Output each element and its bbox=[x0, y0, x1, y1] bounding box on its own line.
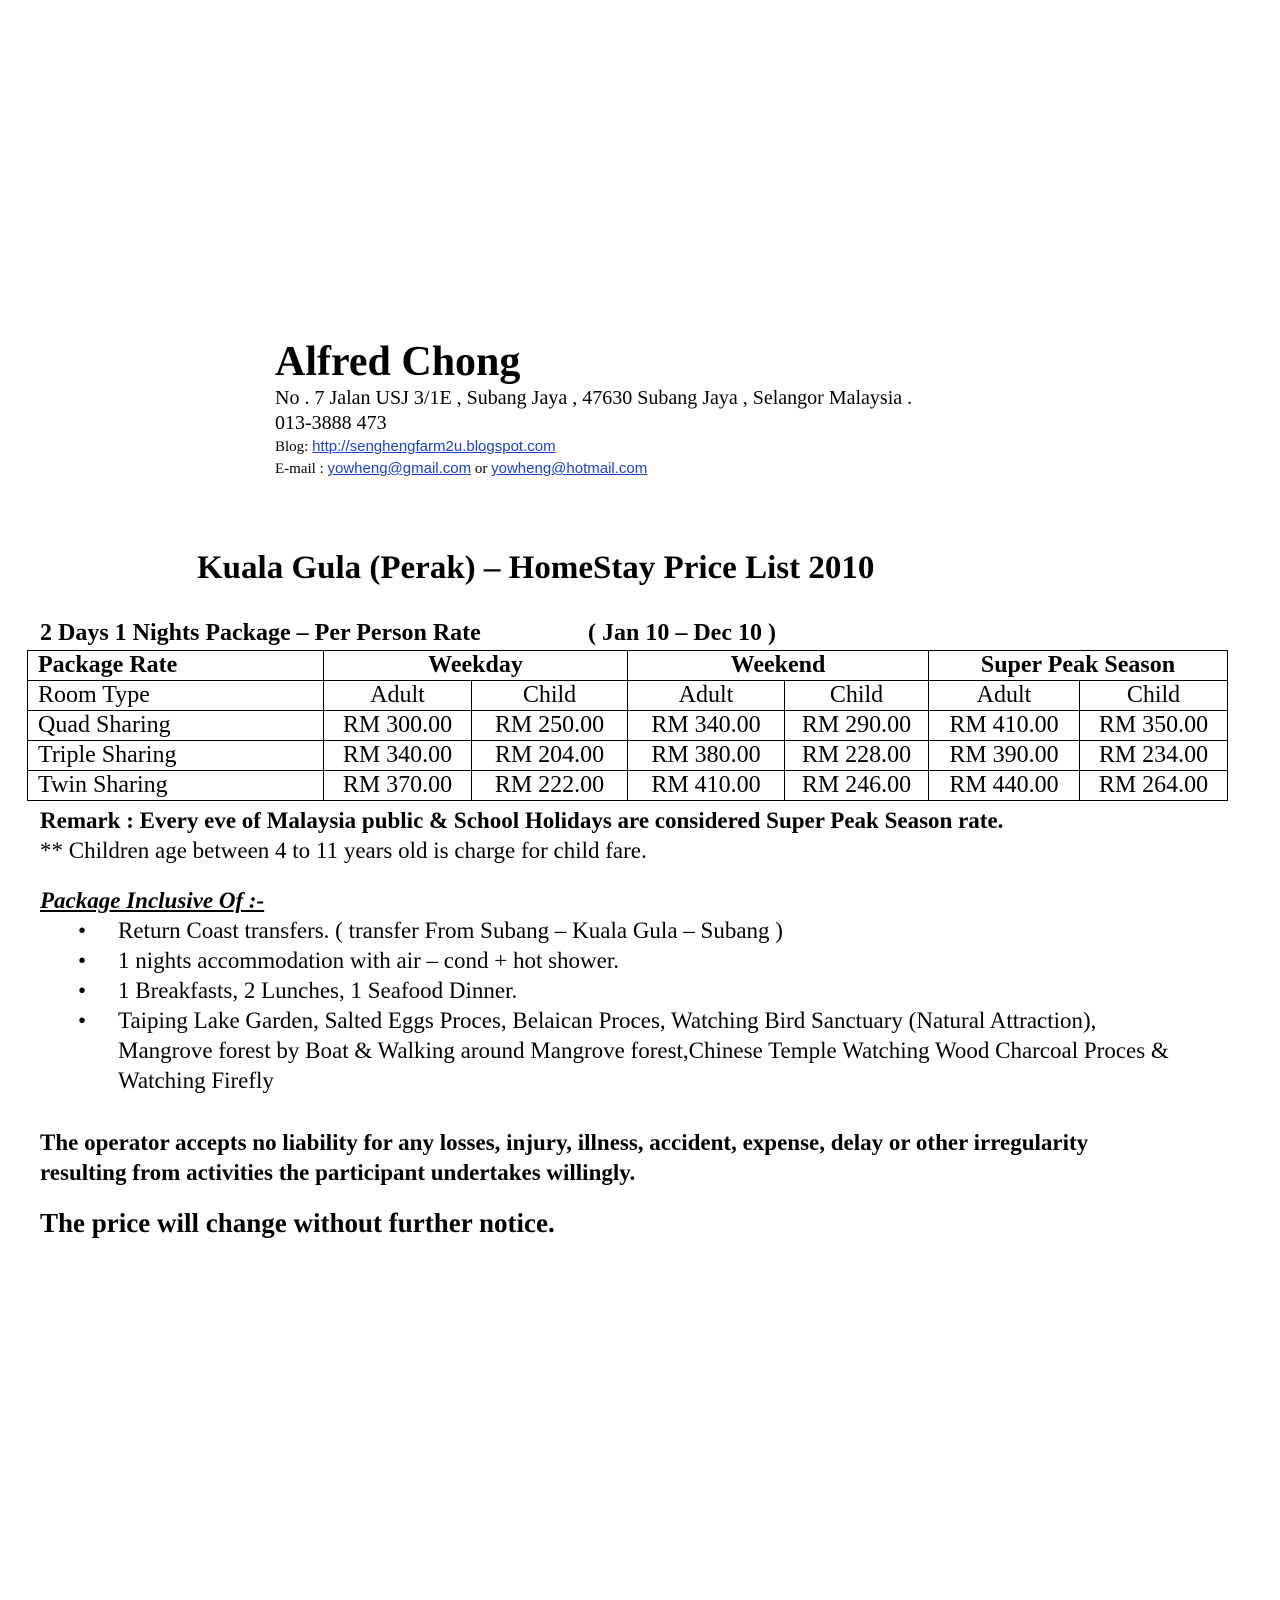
list-item bbox=[78, 1006, 1188, 1096]
table-header-row bbox=[28, 651, 1228, 681]
list-item bbox=[78, 946, 1188, 976]
price-notice: The price will change without further notice. bbox=[40, 1208, 555, 1238]
price-table bbox=[27, 650, 1228, 801]
header-cell: Adult bbox=[324, 681, 472, 711]
email-link-gmail[interactable]: yowheng@gmail.com bbox=[327, 460, 472, 477]
price-cell: RM 380.00 bbox=[628, 741, 785, 771]
room-type: Twin Sharing bbox=[28, 771, 324, 801]
table-row bbox=[28, 771, 1228, 801]
list-item bbox=[78, 916, 1188, 946]
header-super-peak: Super Peak Season bbox=[929, 651, 1228, 681]
table-subheader-row bbox=[28, 681, 1228, 711]
email-line bbox=[275, 460, 647, 478]
email-or: or bbox=[471, 461, 492, 477]
header-cell: Child bbox=[472, 681, 628, 711]
price-cell: RM 234.00 bbox=[1080, 741, 1228, 771]
email-label: E-mail : bbox=[275, 461, 328, 477]
header-package-rate: Package Rate bbox=[28, 651, 324, 681]
child-note: ** Children age between 4 to 11 years old is charge for child fare. bbox=[40, 838, 647, 863]
price-cell: RM 246.00 bbox=[785, 771, 929, 801]
contact-address: No . 7 Jalan USJ 3/1E , Subang Jaya , 47630 Subang Jaya , Selangor Malaysia . bbox=[275, 387, 913, 409]
header-cell: Child bbox=[1080, 681, 1228, 711]
blog-label: Blog: bbox=[275, 439, 313, 455]
blog-line bbox=[275, 438, 556, 456]
table-row bbox=[28, 741, 1228, 771]
liability-disclaimer: The operator accepts no liability for any losses, injury, illness, accident, expense, delay or other irregularity resulting from activities the participant undertakes willingly. bbox=[40, 1130, 1089, 1185]
package-label: 2 Days 1 Nights Package – Per Person Rate bbox=[40, 620, 481, 646]
price-cell: RM 440.00 bbox=[929, 771, 1080, 801]
bullet-icon: • bbox=[78, 918, 87, 943]
price-cell: RM 228.00 bbox=[785, 741, 929, 771]
price-cell: RM 390.00 bbox=[929, 741, 1080, 771]
header-weekday: Weekday bbox=[324, 651, 628, 681]
bullet-icon: • bbox=[78, 978, 87, 1003]
header-cell: Adult bbox=[628, 681, 785, 711]
price-cell: RM 250.00 bbox=[472, 711, 628, 741]
list-item-text: Return Coast transfers. ( transfer From Subang – Kuala Gula – Subang ) bbox=[118, 918, 783, 943]
list-item-text: 1 nights accommodation with air – cond + hot shower. bbox=[118, 948, 620, 973]
page-title: Kuala Gula (Perak) – HomeStay Price List 2010 bbox=[197, 550, 875, 586]
blog-link[interactable]: http://senghengfarm2u.blogspot.com bbox=[312, 438, 556, 455]
inclusive-list bbox=[78, 916, 1188, 1096]
bullet-icon: • bbox=[78, 1008, 87, 1033]
bullet-icon: • bbox=[78, 948, 87, 973]
price-cell: RM 290.00 bbox=[785, 711, 929, 741]
price-cell: RM 410.00 bbox=[929, 711, 1080, 741]
contact-name: Alfred Chong bbox=[275, 339, 521, 385]
price-cell: RM 204.00 bbox=[472, 741, 628, 771]
price-cell: RM 410.00 bbox=[628, 771, 785, 801]
price-cell: RM 350.00 bbox=[1080, 711, 1228, 741]
price-cell: RM 300.00 bbox=[324, 711, 472, 741]
price-cell: RM 264.00 bbox=[1080, 771, 1228, 801]
header-weekend: Weekend bbox=[628, 651, 929, 681]
header-cell: Child bbox=[785, 681, 929, 711]
remark: Remark : Every eve of Malaysia public & School Holidays are considered Super Peak Season rate. bbox=[40, 808, 1004, 833]
room-type: Quad Sharing bbox=[28, 711, 324, 741]
package-period: ( Jan 10 – Dec 10 ) bbox=[588, 620, 776, 646]
header-cell: Adult bbox=[929, 681, 1080, 711]
table-row bbox=[28, 711, 1228, 741]
header-room-type: Room Type bbox=[28, 681, 324, 711]
inclusive-heading: Package Inclusive Of :- bbox=[40, 888, 265, 913]
price-cell: RM 370.00 bbox=[324, 771, 472, 801]
price-cell: RM 222.00 bbox=[472, 771, 628, 801]
email-link-hotmail[interactable]: yowheng@hotmail.com bbox=[491, 460, 648, 477]
room-type: Triple Sharing bbox=[28, 741, 324, 771]
contact-phone: 013-3888 473 bbox=[275, 412, 387, 434]
list-item-text: 1 Breakfasts, 2 Lunches, 1 Seafood Dinner. bbox=[118, 978, 518, 1003]
list-item bbox=[78, 976, 1188, 1006]
price-cell: RM 340.00 bbox=[628, 711, 785, 741]
price-cell: RM 340.00 bbox=[324, 741, 472, 771]
list-item-text: Taiping Lake Garden, Salted Eggs Proces, Belaican Proces, Watching Bird Sanctuary (Natural Attraction), Mangrove forest by Boat & Walking around Mangrove forest,Chinese Temple Watching Wood Charcoal Proces & Watching Firefly bbox=[118, 1008, 1169, 1093]
